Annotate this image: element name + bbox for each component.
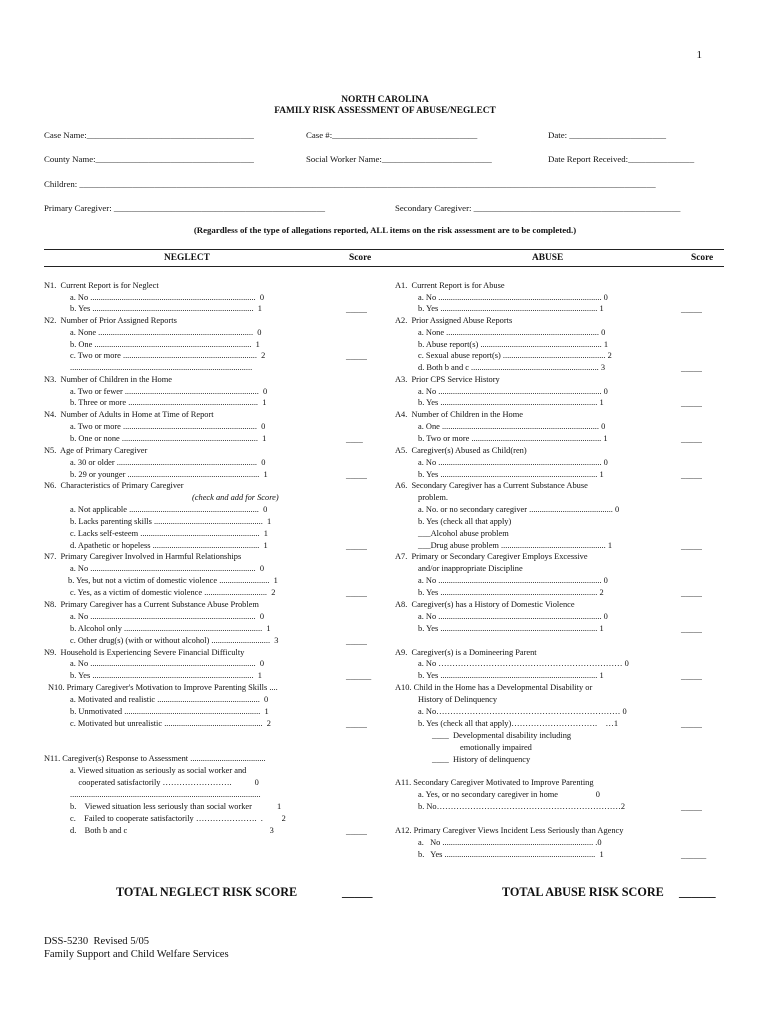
score-blank[interactable]: _____ (346, 637, 367, 646)
secondary-caregiver-field[interactable]: Secondary Caregiver: _______________________________________________ (395, 203, 681, 213)
abuse-item-line: b. Two or more .............................................................. 1 (418, 434, 608, 443)
abuse-item-line: A6. Secondary Caregiver has a Current Substance Abuse (395, 481, 588, 490)
abuse-item-line: b. Yes ........................................................................... 1 (418, 624, 604, 633)
score-blank[interactable]: _____ (346, 305, 367, 314)
header-rule-bottom (44, 266, 724, 267)
neglect-score-header: Score (349, 253, 372, 263)
abuse-item-line: and/or inappropriate Discipline (418, 564, 523, 573)
abuse-item-line: a. No………………………………………………………… 0 (418, 707, 627, 716)
neglect-item-line: ........................................................................................... (70, 790, 261, 799)
score-blank[interactable]: _____ (681, 542, 702, 551)
abuse-item-line: c. Sexual abuse report(s) ................................................. 2 (418, 351, 612, 360)
neglect-item-line: a. Viewed situation as seriously as social worker and (70, 766, 247, 775)
neglect-item-line: b. Unmotivated ................................................................. 1 (70, 707, 269, 716)
score-blank[interactable]: ______ (346, 672, 372, 681)
neglect-item-line: N8. Primary Caregiver has a Current Substance Abuse Problem (44, 600, 259, 609)
date-report-received-field[interactable]: Date Report Received:_______________ (548, 154, 695, 164)
abuse-item-line: a. No .............................................................................. 0 (418, 293, 608, 302)
score-blank[interactable]: _____ (681, 672, 702, 681)
abuse-item-line: d. Both b and c ............................................................. 3 (418, 363, 606, 372)
neglect-item-line: ....................................................................................... (70, 363, 253, 372)
neglect-item-line: c. Lacks self-esteem ......................................................... 1 (70, 529, 268, 538)
neglect-item-line: b. Yes ............................................................................. 1 (70, 671, 262, 680)
abuse-item-line: b. Yes ........................................................................... 1 (418, 398, 604, 407)
neglect-item-line: N1. Current Report is for Neglect (44, 281, 159, 290)
neglect-item-line: b. Viewed situation less seriously than social worker 1 (70, 802, 282, 811)
score-blank[interactable]: _____ (681, 471, 702, 480)
abuse-item-line: A4. Number of Children in the Home (395, 410, 523, 419)
neglect-item-line: b. One ........................................................................... 1 (70, 340, 260, 349)
neglect-item-line: a. No ............................................................................... 0 (70, 612, 265, 621)
abuse-item-line: A10. Child in the Home has a Developmental Disability or (395, 683, 593, 692)
abuse-item-line: a. No ………………………………………………………… 0 (418, 659, 629, 668)
abuse-item-line: b. Yes ........................................................................... 1 (418, 671, 604, 680)
abuse-item-line: a. No. or no secondary caregiver ........................................ 0 (418, 505, 620, 514)
abuse-item-line: b. No…………………………………………………………2 (418, 802, 626, 811)
department-name: Family Support and Child Welfare Services (44, 949, 229, 960)
neglect-item-line: a. Two or more ................................................................ 0 (70, 422, 266, 431)
instructions: (Regardless of the type of allegations reported, ALL items on the risk assessment are to be completed.) (193, 225, 577, 235)
score-blank[interactable]: _____ (681, 720, 702, 729)
total-neglect-score-field[interactable]: _____ (342, 885, 373, 899)
neglect-item-line: a. None .......................................................................... 0 (70, 328, 262, 337)
abuse-item-line: ___Alcohol abuse problem (418, 529, 509, 538)
neglect-item-line: N4. Number of Adults in Home at Time of Report (44, 410, 214, 419)
abuse-item-line: b. Yes ........................................................................... 1 (418, 470, 604, 479)
abuse-item-line: A9. Caregiver(s) is a Domineering Parent (395, 648, 537, 657)
abuse-item-line: A7. Primary or Secondary Caregiver Employs Excessive (395, 552, 588, 561)
score-blank[interactable]: _____ (681, 589, 702, 598)
score-blank[interactable]: _____ (346, 542, 367, 551)
abuse-item-line: emotionally impaired (460, 743, 532, 752)
social-worker-field[interactable]: Social Worker Name:_________________________ (306, 154, 492, 164)
neglect-item-line: c. Yes, as a victim of domestic violence .............................. 2 (70, 588, 276, 597)
score-blank[interactable]: _____ (681, 399, 702, 408)
neglect-item-line: b. Lacks parenting skills .................................................... 1 (70, 517, 272, 526)
abuse-item-line: a. Yes, or no secondary caregiver in home 0 (418, 790, 600, 799)
neglect-item-line: b. Yes ............................................................................. 1 (70, 304, 262, 313)
score-blank[interactable]: ______ (681, 851, 707, 860)
page-number: 1 (696, 49, 702, 61)
neglect-item-line: N6. Characteristics of Primary Caregiver (44, 481, 184, 490)
abuse-item-line: a. No .............................................................................. 0 (418, 576, 608, 585)
neglect-item-line: c. Motivated but unrealistic ............................................... 2 (70, 719, 271, 728)
abuse-item-line: b. Yes ........................................................................... 1 (418, 304, 604, 313)
neglect-item-line: d. Both b and c 3 (70, 826, 274, 835)
abuse-score-header: Score (691, 253, 714, 263)
neglect-item-line: (check and add for Score) (192, 493, 279, 502)
abuse-item-line: A12. Primary Caregiver Views Incident Less Seriously than Agency (395, 826, 624, 835)
abuse-item-line: A8. Caregiver(s) has a History of Domestic Violence (395, 600, 575, 609)
abuse-item-line: b. Yes ........................................................................... 2 (418, 588, 604, 597)
neglect-item-line: N5. Age of Primary Caregiver (44, 446, 148, 455)
case-number-field[interactable]: Case #:_________________________________ (306, 130, 478, 140)
abuse-item-line: A11. Secondary Caregiver Motivated to Improve Parenting (395, 778, 594, 787)
neglect-item-line: a. 30 or older ................................................................... 0 (70, 458, 266, 467)
abuse-item-line: History of Delinquency (418, 695, 498, 704)
total-abuse-score-field[interactable]: ______ (679, 885, 716, 899)
abuse-item-line: A1. Current Report is for Abuse (395, 281, 505, 290)
abuse-item-line: a. None ......................................................................... 0 (418, 328, 606, 337)
neglect-item-line: c. Two or more ................................................................ 2 (70, 351, 266, 360)
primary-caregiver-field[interactable]: Primary Caregiver: ________________________________________________ (44, 203, 325, 213)
score-blank[interactable]: _____ (346, 352, 367, 361)
abuse-item-line: b. Yes (check all that apply)…………………………. …1 (418, 719, 619, 728)
abuse-item-line: ____ Developmental disability including (432, 731, 572, 740)
neglect-item-line: a. Two or fewer ................................................................ 0 (70, 387, 268, 396)
abuse-column-header: ABUSE (532, 253, 564, 263)
neglect-item-line: b. One or none ................................................................. 1 (70, 434, 267, 443)
abuse-item-line: a. One ........................................................................... 0 (418, 422, 606, 431)
neglect-item-line: a. No ............................................................................... 0 (70, 564, 265, 573)
score-blank[interactable]: _____ (681, 305, 702, 314)
neglect-item-line: cooperated satisfactorily ……………………. 0 (70, 778, 259, 787)
children-field[interactable]: Children: ___________________________________________________________________________________________________________________________________ (44, 180, 656, 189)
neglect-item-line: b. Three or more .............................................................. 1 (70, 398, 267, 407)
score-blank[interactable]: _____ (346, 589, 367, 598)
neglect-item-line: b. Yes, but not a victim of domestic violence ........................ 1 (68, 576, 278, 585)
neglect-item-line: b. 29 or younger ............................................................... 1 (70, 470, 268, 479)
abuse-item-line: A5. Caregiver(s) Abused as Child(ren) (395, 446, 527, 455)
total-neglect-label: TOTAL NEGLECT RISK SCORE (116, 885, 298, 899)
neglect-item-line: N3. Number of Children in the Home (44, 375, 172, 384)
abuse-item-line: problem. (418, 493, 449, 502)
county-name-field[interactable]: County Name:____________________________________ (44, 154, 254, 164)
header-rule (44, 249, 724, 250)
neglect-item-line: N2. Number of Prior Assigned Reports (44, 316, 177, 325)
abuse-item-line: b. Yes ........................................................................ 1 (418, 850, 604, 859)
neglect-item-line: a. No ............................................................................... 0 (70, 293, 265, 302)
abuse-item-line: ___Drug abuse problem .................................................. 1 (418, 541, 613, 550)
score-blank[interactable]: _____ (681, 803, 702, 812)
neglect-item-line: N11. Caregiver(s) Response to Assessment .................................... (44, 754, 266, 763)
score-blank[interactable]: _____ (681, 625, 702, 634)
case-name-field[interactable]: Case Name:______________________________________ (44, 130, 254, 140)
abuse-item-line: a. No ........................................................................ .0 (418, 838, 602, 847)
form-number: DSS-5230 Revised 5/05 (44, 936, 150, 947)
abuse-item-line: b. Yes (check all that apply) (418, 517, 512, 526)
abuse-item-line: a. No .............................................................................. 0 (418, 458, 608, 467)
score-blank[interactable]: _____ (681, 435, 702, 444)
neglect-item-line: b. Alcohol only .................................................................. 1 (70, 624, 271, 633)
score-blank[interactable]: ____ (346, 435, 363, 444)
score-blank[interactable]: _____ (346, 720, 367, 729)
abuse-item-line: b. Abuse report(s) .......................................................... 1 (418, 340, 609, 349)
abuse-item-line: A3. Prior CPS Service History (395, 375, 500, 384)
neglect-column-header: NEGLECT (164, 253, 210, 263)
neglect-item-line: N10. Primary Caregiver's Motivation to Improve Parenting Skills .... (48, 683, 278, 692)
abuse-item-line: a. No .............................................................................. 0 (418, 612, 608, 621)
neglect-item-line: a. Motivated and realistic ................................................. 0 (70, 695, 269, 704)
form-title-line2: FAMILY RISK ASSESSMENT OF ABUSE/NEGLECT (274, 106, 496, 116)
neglect-item-line: a. Not applicable .............................................................. 0 (70, 505, 268, 514)
neglect-item-line: N9. Household is Experiencing Severe Financial Difficulty (44, 648, 245, 657)
neglect-item-line: c. Failed to cooperate satisfactorily …………………. . 2 (70, 814, 286, 823)
abuse-item-line: ____ History of delinquency (432, 755, 531, 764)
abuse-item-line: A2. Prior Assigned Abuse Reports (395, 316, 513, 325)
date-field[interactable]: Date: ______________________ (548, 130, 667, 140)
form-title-line1: NORTH CAROLINA (341, 95, 429, 105)
score-blank[interactable]: _____ (346, 827, 367, 836)
neglect-item-line: c. Other drug(s) (with or without alcohol) ............................ 3 (70, 636, 279, 645)
score-blank[interactable]: _____ (681, 364, 702, 373)
total-abuse-label: TOTAL ABUSE RISK SCORE (502, 885, 664, 899)
abuse-item-line: a. No .............................................................................. 0 (418, 387, 608, 396)
score-blank[interactable]: _____ (346, 471, 367, 480)
neglect-item-line: d. Apathetic or hopeless ................................................... 1 (70, 541, 268, 550)
neglect-item-line: N7. Primary Caregiver Involved in Harmful Relationships (44, 552, 242, 561)
neglect-item-line: a. No ............................................................................... 0 (70, 659, 265, 668)
